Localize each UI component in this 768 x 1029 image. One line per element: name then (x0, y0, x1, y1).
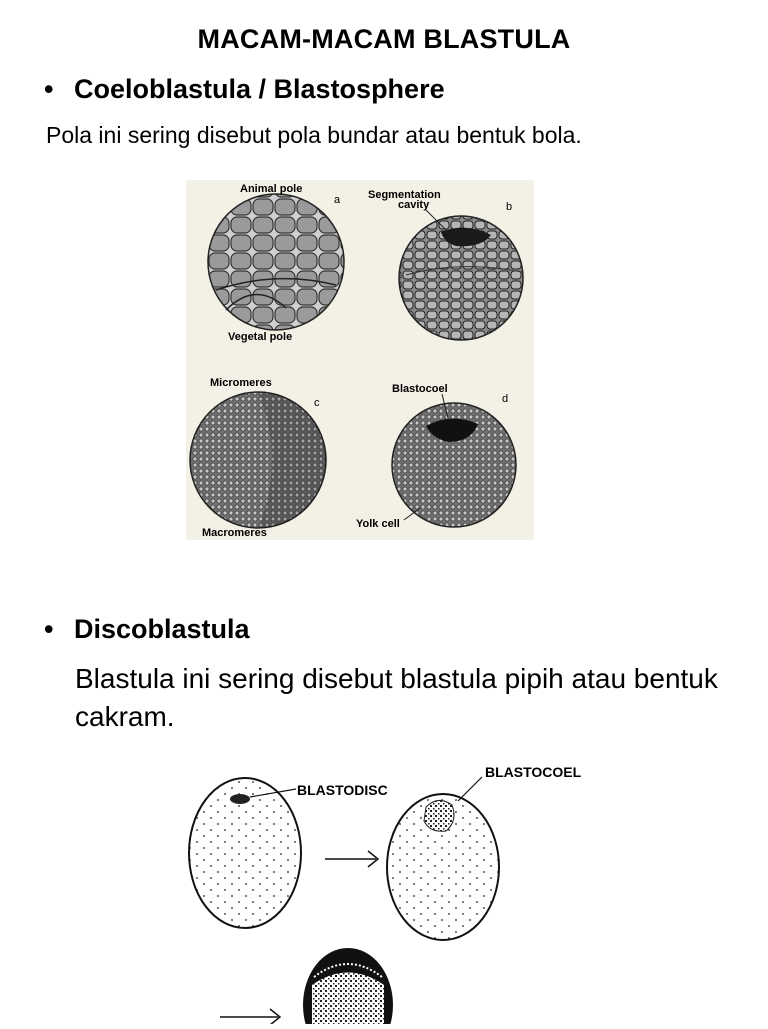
label-micromeres: Micromeres (210, 377, 272, 389)
panel-letter-c: c (314, 397, 320, 409)
panel-letter-a: a (334, 194, 341, 206)
heading-coeloblastula: Coeloblastula / Blastosphere (74, 74, 445, 104)
egg-blastodisc (189, 778, 301, 928)
label-vegetal-pole: Vegetal pole (228, 331, 293, 343)
blastula-c (190, 392, 326, 528)
discoblastula-description: Blastula ini sering disebut blastula pipih atau bentuk cakram. (75, 663, 718, 732)
blastula-b (399, 216, 523, 340)
label-yolk-cell: Yolk cell (356, 518, 400, 530)
bullet-dot: • (44, 74, 54, 104)
arrow-1 (325, 851, 378, 867)
panel-letter-d: d (502, 393, 509, 405)
arrow-2 (220, 1009, 280, 1024)
label-cavity: cavity (398, 199, 430, 211)
label-segmentation: Segmentation (368, 189, 441, 201)
bullet-discoblastula (44, 614, 250, 645)
label-blastocoel: Blastocoel (392, 383, 448, 395)
heading-discoblastula: Discoblastula (74, 614, 250, 644)
blastula-a (208, 194, 344, 330)
label-blastodisc: BLASTODISC (297, 782, 388, 798)
egg-discoblastula (304, 949, 392, 1024)
blastula-d (392, 403, 516, 527)
slide-title: MACAM-MACAM BLASTULA (197, 24, 571, 54)
label-macromeres: Macromeres (202, 527, 267, 539)
panel-letter-b: b (506, 201, 513, 213)
bullet-coeloblastula (44, 74, 445, 105)
label-blastocoel-disc: BLASTOCOEL (485, 764, 582, 780)
coeloblastula-figure (186, 180, 534, 540)
bullet-dot: • (44, 614, 54, 644)
egg-blastocoel (387, 794, 499, 940)
coeloblastula-description: Pola ini sering disebut pola bundar atau bentuk bola. (46, 122, 582, 148)
discoblastula-figure (180, 755, 600, 1024)
label-animal-pole: Animal pole (240, 183, 303, 195)
